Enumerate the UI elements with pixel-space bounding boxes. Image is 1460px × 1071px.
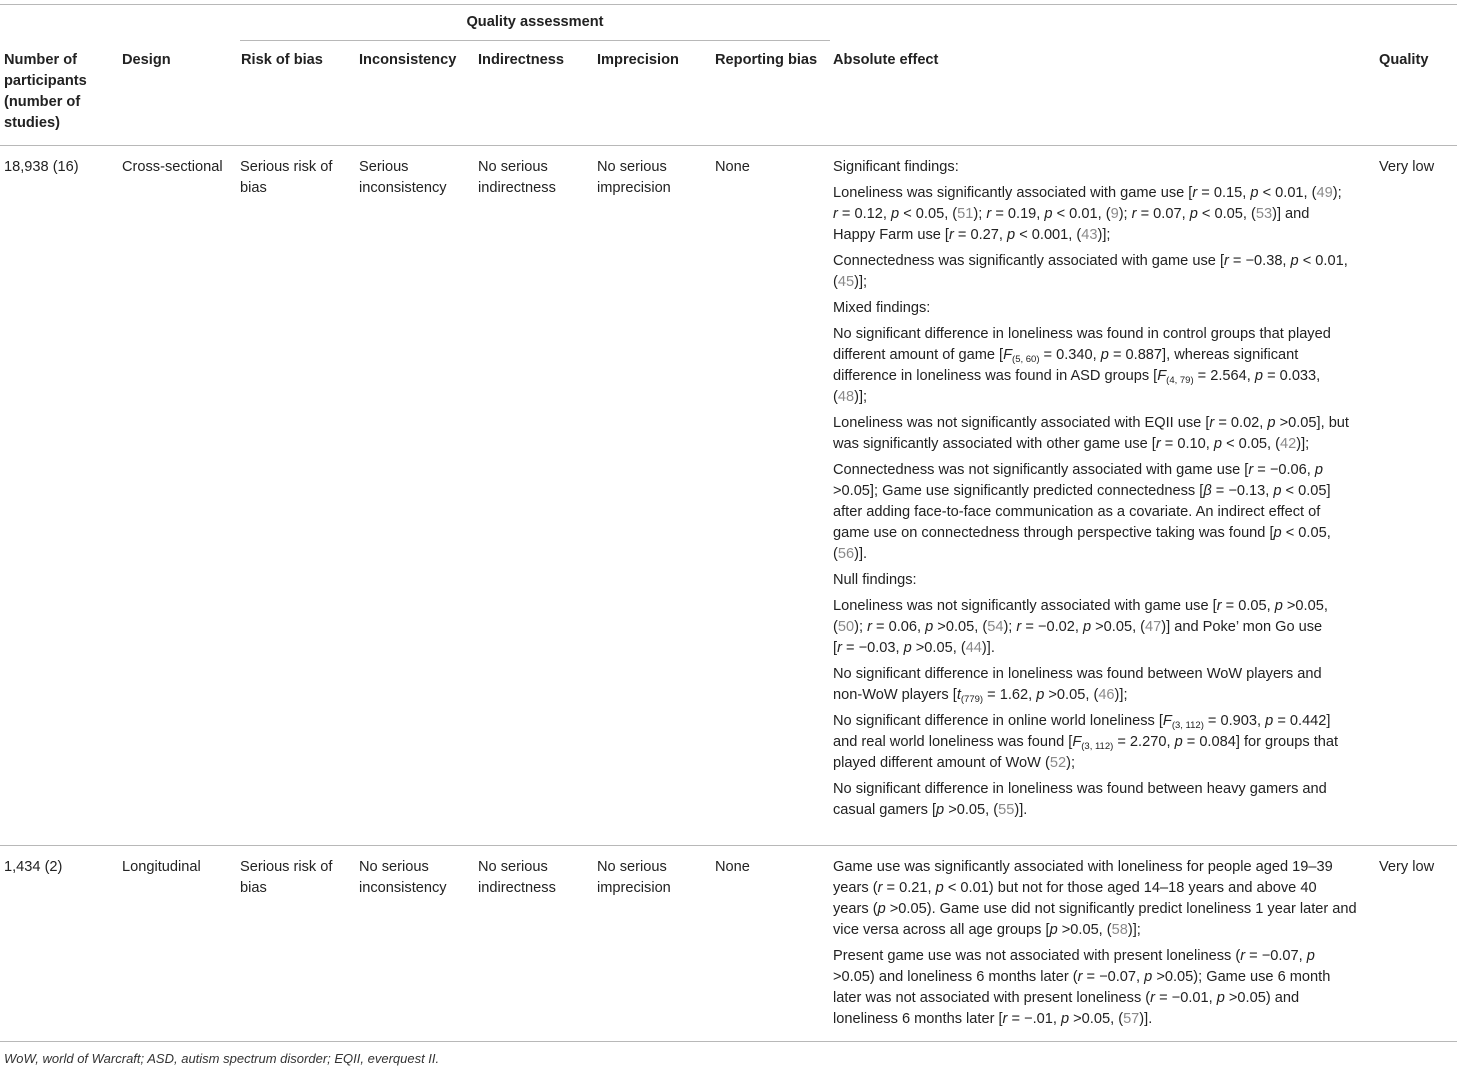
- table-bottom-rule: [0, 1041, 1457, 1042]
- table-footnote: WoW, world of Warcraft; ASD, autism spectrum disorder; EQII, everquest II.: [4, 1051, 440, 1066]
- row2-indirectness: No serious indirectness: [478, 859, 556, 896]
- row1-reporting-bias: None: [715, 159, 750, 175]
- row2-design: Longitudinal: [122, 859, 201, 875]
- quality-assessment-underline: [240, 40, 830, 41]
- row1-inconsistency: Serious inconsistency: [359, 159, 447, 196]
- effect-heading-significant: Significant findings:: [833, 159, 959, 175]
- quality-assessment-group-header: Quality assessment: [466, 14, 604, 30]
- header-absolute-effect: Absolute effect: [833, 52, 939, 68]
- header-bottom-rule: [0, 145, 1457, 146]
- effect-item: Connectedness was significantly associated with game use [r = −0.38, p < 0.01, (45)];: [833, 253, 1348, 290]
- header-quality: Quality: [1379, 52, 1429, 68]
- effect-item: No significant difference in loneliness was found between WoW players and non-WoW players [$t_{(779)} = 1.62$, p >0.05, (46)];: [833, 666, 1322, 705]
- row2-quality: Very low: [1379, 859, 1435, 875]
- row1-imprecision: No serious imprecision: [597, 159, 671, 196]
- effect-item: Connectedness was not significantly associated with game use [r = −0.06, p >0.05]; Game use significantly predicted connectedness [β = −0.13, p < 0.05] after adding face-to-face communication as a covariate. An indirect effect of game use on connectedness through perspective taking was found [p < 0.05, (56)].: [833, 462, 1331, 562]
- header-risk-of-bias: Risk of bias: [241, 52, 323, 68]
- citation-link[interactable]: 50: [837, 619, 855, 635]
- citation-link[interactable]: 52: [1049, 755, 1067, 771]
- citation-link[interactable]: 51: [957, 206, 974, 222]
- row2-imprecision: No serious imprecision: [597, 859, 671, 896]
- effect-item: No significant difference in online world loneliness [$F_{(3, 112)} = 0.903$, p = 0.442] and real world loneliness was found [$F_{(3, 112)} = 2.270$, p = 0.084] for groups that played different amount of WoW (52);: [833, 713, 1339, 771]
- row2-risk-of-bias: Serious risk of bias: [240, 859, 333, 896]
- header-indirectness: Indirectness: [478, 52, 564, 68]
- table-top-rule: [0, 4, 1457, 5]
- effect-item: Loneliness was significantly associated with game use [r = 0.15, p < 0.01, (49); r = 0.12, p < 0.05, (51); r = 0.19, p < 0.01, (9); r = 0.07, p < 0.05, (53)] and Happy Farm use [r = 0.27, p < 0.001, (43)];: [833, 185, 1342, 243]
- citation-link[interactable]: 48: [837, 389, 855, 405]
- effect-item: No significant difference in loneliness was found in control groups that played different amount of game [$F_{(5, 60)} = 0.340$, p = 0.887], whereas significant difference in loneliness was found in ASD groups [$F_{(4, 79)} = 2.564$, p = 0.033, (48)];: [833, 326, 1331, 405]
- header-imprecision: Imprecision: [597, 52, 679, 68]
- header-participants: Number of participants (number of studies): [4, 52, 87, 131]
- effect-item: Loneliness was not significantly associated with game use [r = 0.05, p >0.05, (50); r = 0.06, p >0.05, (54); r = −0.02, p >0.05, (47)] and Poke’ mon Go use [r = −0.03, p >0.05, (44)].: [833, 598, 1328, 656]
- row1-risk-of-bias: Serious risk of bias: [240, 159, 333, 196]
- effect-heading-mixed: Mixed findings:: [833, 300, 931, 316]
- row2-inconsistency: No serious inconsistency: [359, 859, 447, 896]
- row1-participants: 18,938 (16): [4, 159, 79, 175]
- row1-quality: Very low: [1379, 159, 1435, 175]
- citation-link[interactable]: 47: [1145, 619, 1162, 635]
- effect-item: Loneliness was not significantly associated with EQII use [r = 0.02, p >0.05], but was significantly associated with other game use [r = 0.10, p < 0.05, (42)];: [833, 415, 1349, 452]
- citation-link[interactable]: 58: [1111, 922, 1128, 938]
- effect-heading-null: Null findings:: [833, 572, 917, 588]
- header-reporting-bias: Reporting bias: [715, 52, 818, 68]
- row-separator: [0, 845, 1457, 846]
- citation-link[interactable]: 43: [1081, 227, 1098, 243]
- header-inconsistency: Inconsistency: [359, 52, 457, 68]
- citation-link[interactable]: 57: [1123, 1011, 1140, 1027]
- citation-link[interactable]: 42: [1280, 436, 1297, 452]
- row1-design: Cross-sectional: [122, 159, 223, 175]
- citation-link[interactable]: 49: [1316, 185, 1333, 201]
- citation-link[interactable]: 45: [837, 274, 855, 290]
- citation-link[interactable]: 44: [965, 640, 982, 656]
- effect-item: No significant difference in loneliness was found between heavy gamers and casual gamers [p >0.05, (55)].: [833, 781, 1327, 818]
- row2-participants: 1,434 (2): [4, 859, 63, 875]
- header-design: Design: [122, 52, 171, 68]
- row1-indirectness: No serious indirectness: [478, 159, 556, 196]
- citation-link[interactable]: 55: [998, 802, 1015, 818]
- effect-item: Present game use was not associated with present loneliness (r = −0.07, p >0.05) and loneliness 6 months later (r = −0.07, p >0.05); Game use 6 month later was not associated with present loneliness (r = −0.01, p >0.05) and loneliness 6 months later [r = −.01, p >0.05, (57)].: [833, 948, 1331, 1027]
- row2-absolute-effect: [833, 857, 1378, 1035]
- citation-link[interactable]: 46: [1098, 687, 1115, 703]
- effect-item: Game use was significantly associated with loneliness for people aged 19–39 years (r = 0.21, p < 0.01) but not for those aged 14–18 years and above 40 years (p >0.05). Game use did not significantly predict loneliness 1 year later and vice versa across all age groups [p >0.05, (58)];: [833, 859, 1357, 938]
- citation-link[interactable]: 56: [837, 546, 855, 562]
- row1-absolute-effect: [833, 157, 1378, 826]
- citation-link[interactable]: 54: [987, 619, 1004, 635]
- row2-reporting-bias: None: [715, 859, 750, 875]
- citation-link[interactable]: 53: [1255, 206, 1273, 222]
- citation-link[interactable]: 9: [1110, 206, 1119, 222]
